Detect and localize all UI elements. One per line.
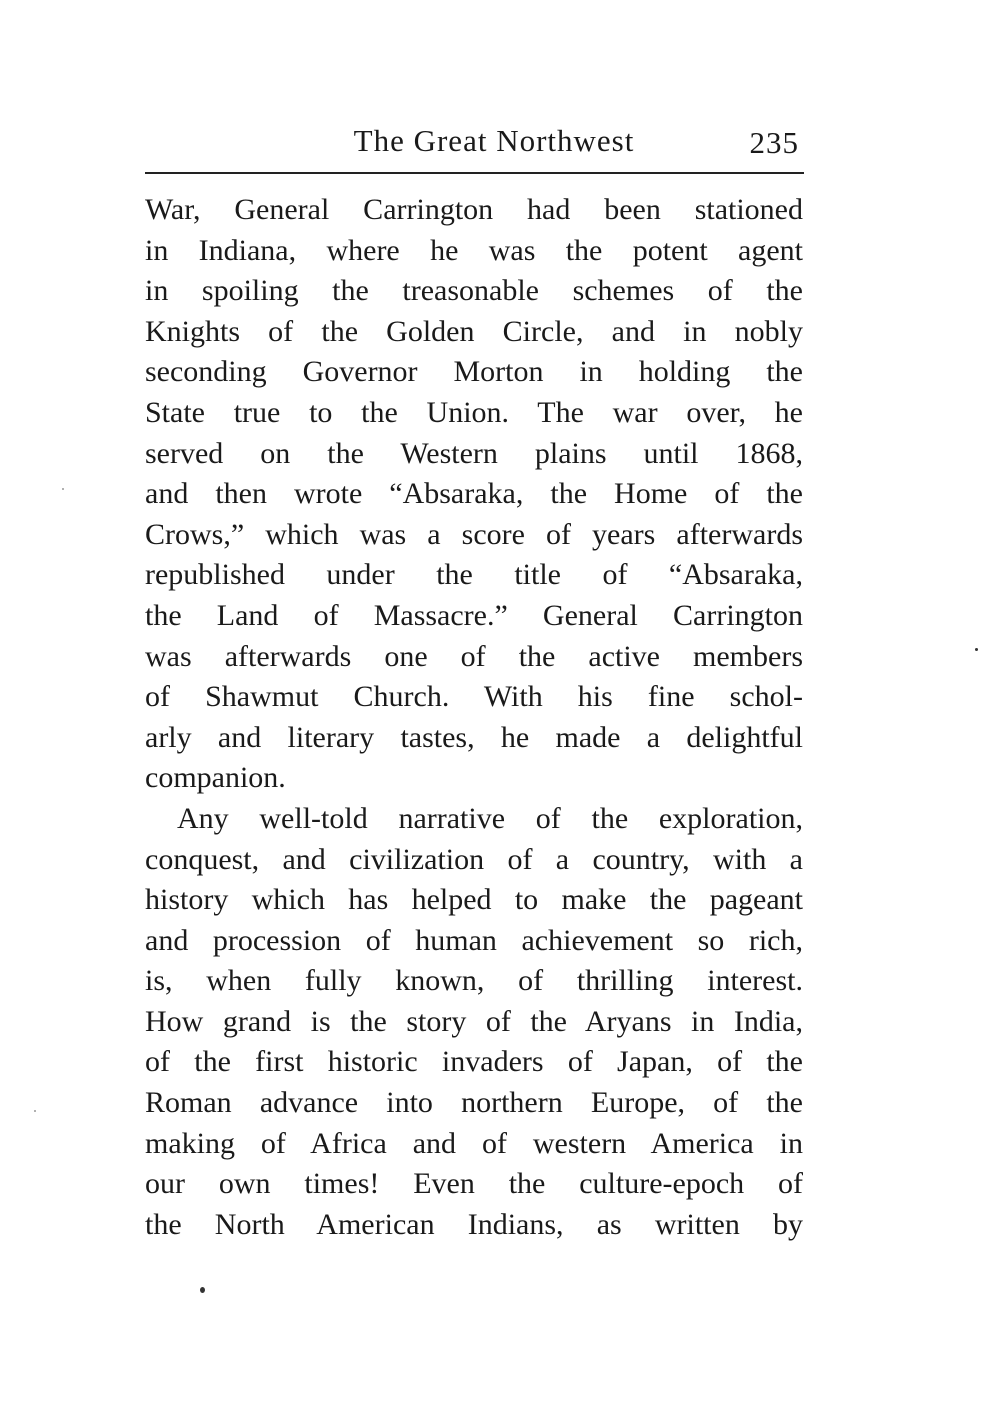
text-line: history which has helped to make the pageant: [145, 883, 803, 917]
text-line: arly and literary tastes, he made a delightful: [145, 720, 803, 754]
running-head: [145, 118, 803, 164]
ink-speck: [200, 1287, 205, 1293]
paragraph-2: [145, 799, 803, 1246]
header-rule: [145, 172, 804, 174]
text-line: of the first historic invaders of Japan, of the: [145, 1045, 803, 1079]
paragraph-1: [145, 190, 803, 799]
text-line: Crows,” which was a score of years afterwards: [145, 517, 803, 551]
text-line: was afterwards one of the active members: [145, 639, 803, 673]
text-line: making of Africa and of western America in: [145, 1126, 803, 1160]
text-line: of Shawmut Church. With his fine schol-: [145, 680, 803, 714]
ink-speck: [34, 1110, 36, 1112]
text-line: in Indiana, where he was the potent agent: [145, 233, 803, 267]
body-text: [145, 190, 803, 1245]
text-line: in spoiling the treasonable schemes of the: [145, 274, 803, 308]
text-line: the Land of Massacre.” General Carrington: [145, 598, 803, 632]
ink-speck: [975, 648, 978, 651]
text-line: How grand is the story of the Aryans in India,: [145, 1004, 803, 1038]
text-line: State true to the Union. The war over, he: [145, 395, 803, 429]
text-line: our own times! Even the culture-epoch of: [145, 1167, 803, 1201]
text-line: the North American Indians, as written by: [145, 1207, 803, 1241]
page-number: 235: [749, 125, 799, 160]
text-line: conquest, and civilization of a country, with a: [145, 842, 803, 876]
text-line: Any well-told narrative of the exploration,: [177, 801, 803, 835]
running-title: The Great Northwest: [353, 123, 635, 158]
text-line: republished under the title of “Absaraka,: [145, 558, 803, 592]
ink-speck: [62, 488, 64, 490]
text-line: seconding Governor Morton in holding the: [145, 355, 803, 389]
text-line: Knights of the Golden Circle, and in nobly: [145, 314, 803, 348]
text-line: and then wrote “Absaraka, the Home of the: [145, 477, 803, 511]
text-line: War, General Carrington had been stationed: [145, 193, 803, 226]
text-line: and procession of human achievement so rich,: [145, 923, 803, 957]
text-line: Roman advance into northern Europe, of the: [145, 1086, 803, 1120]
text-line: is, when fully known, of thrilling interest.: [145, 964, 803, 998]
text-line: companion.: [145, 761, 286, 795]
text-line: served on the Western plains until 1868,: [145, 436, 803, 470]
